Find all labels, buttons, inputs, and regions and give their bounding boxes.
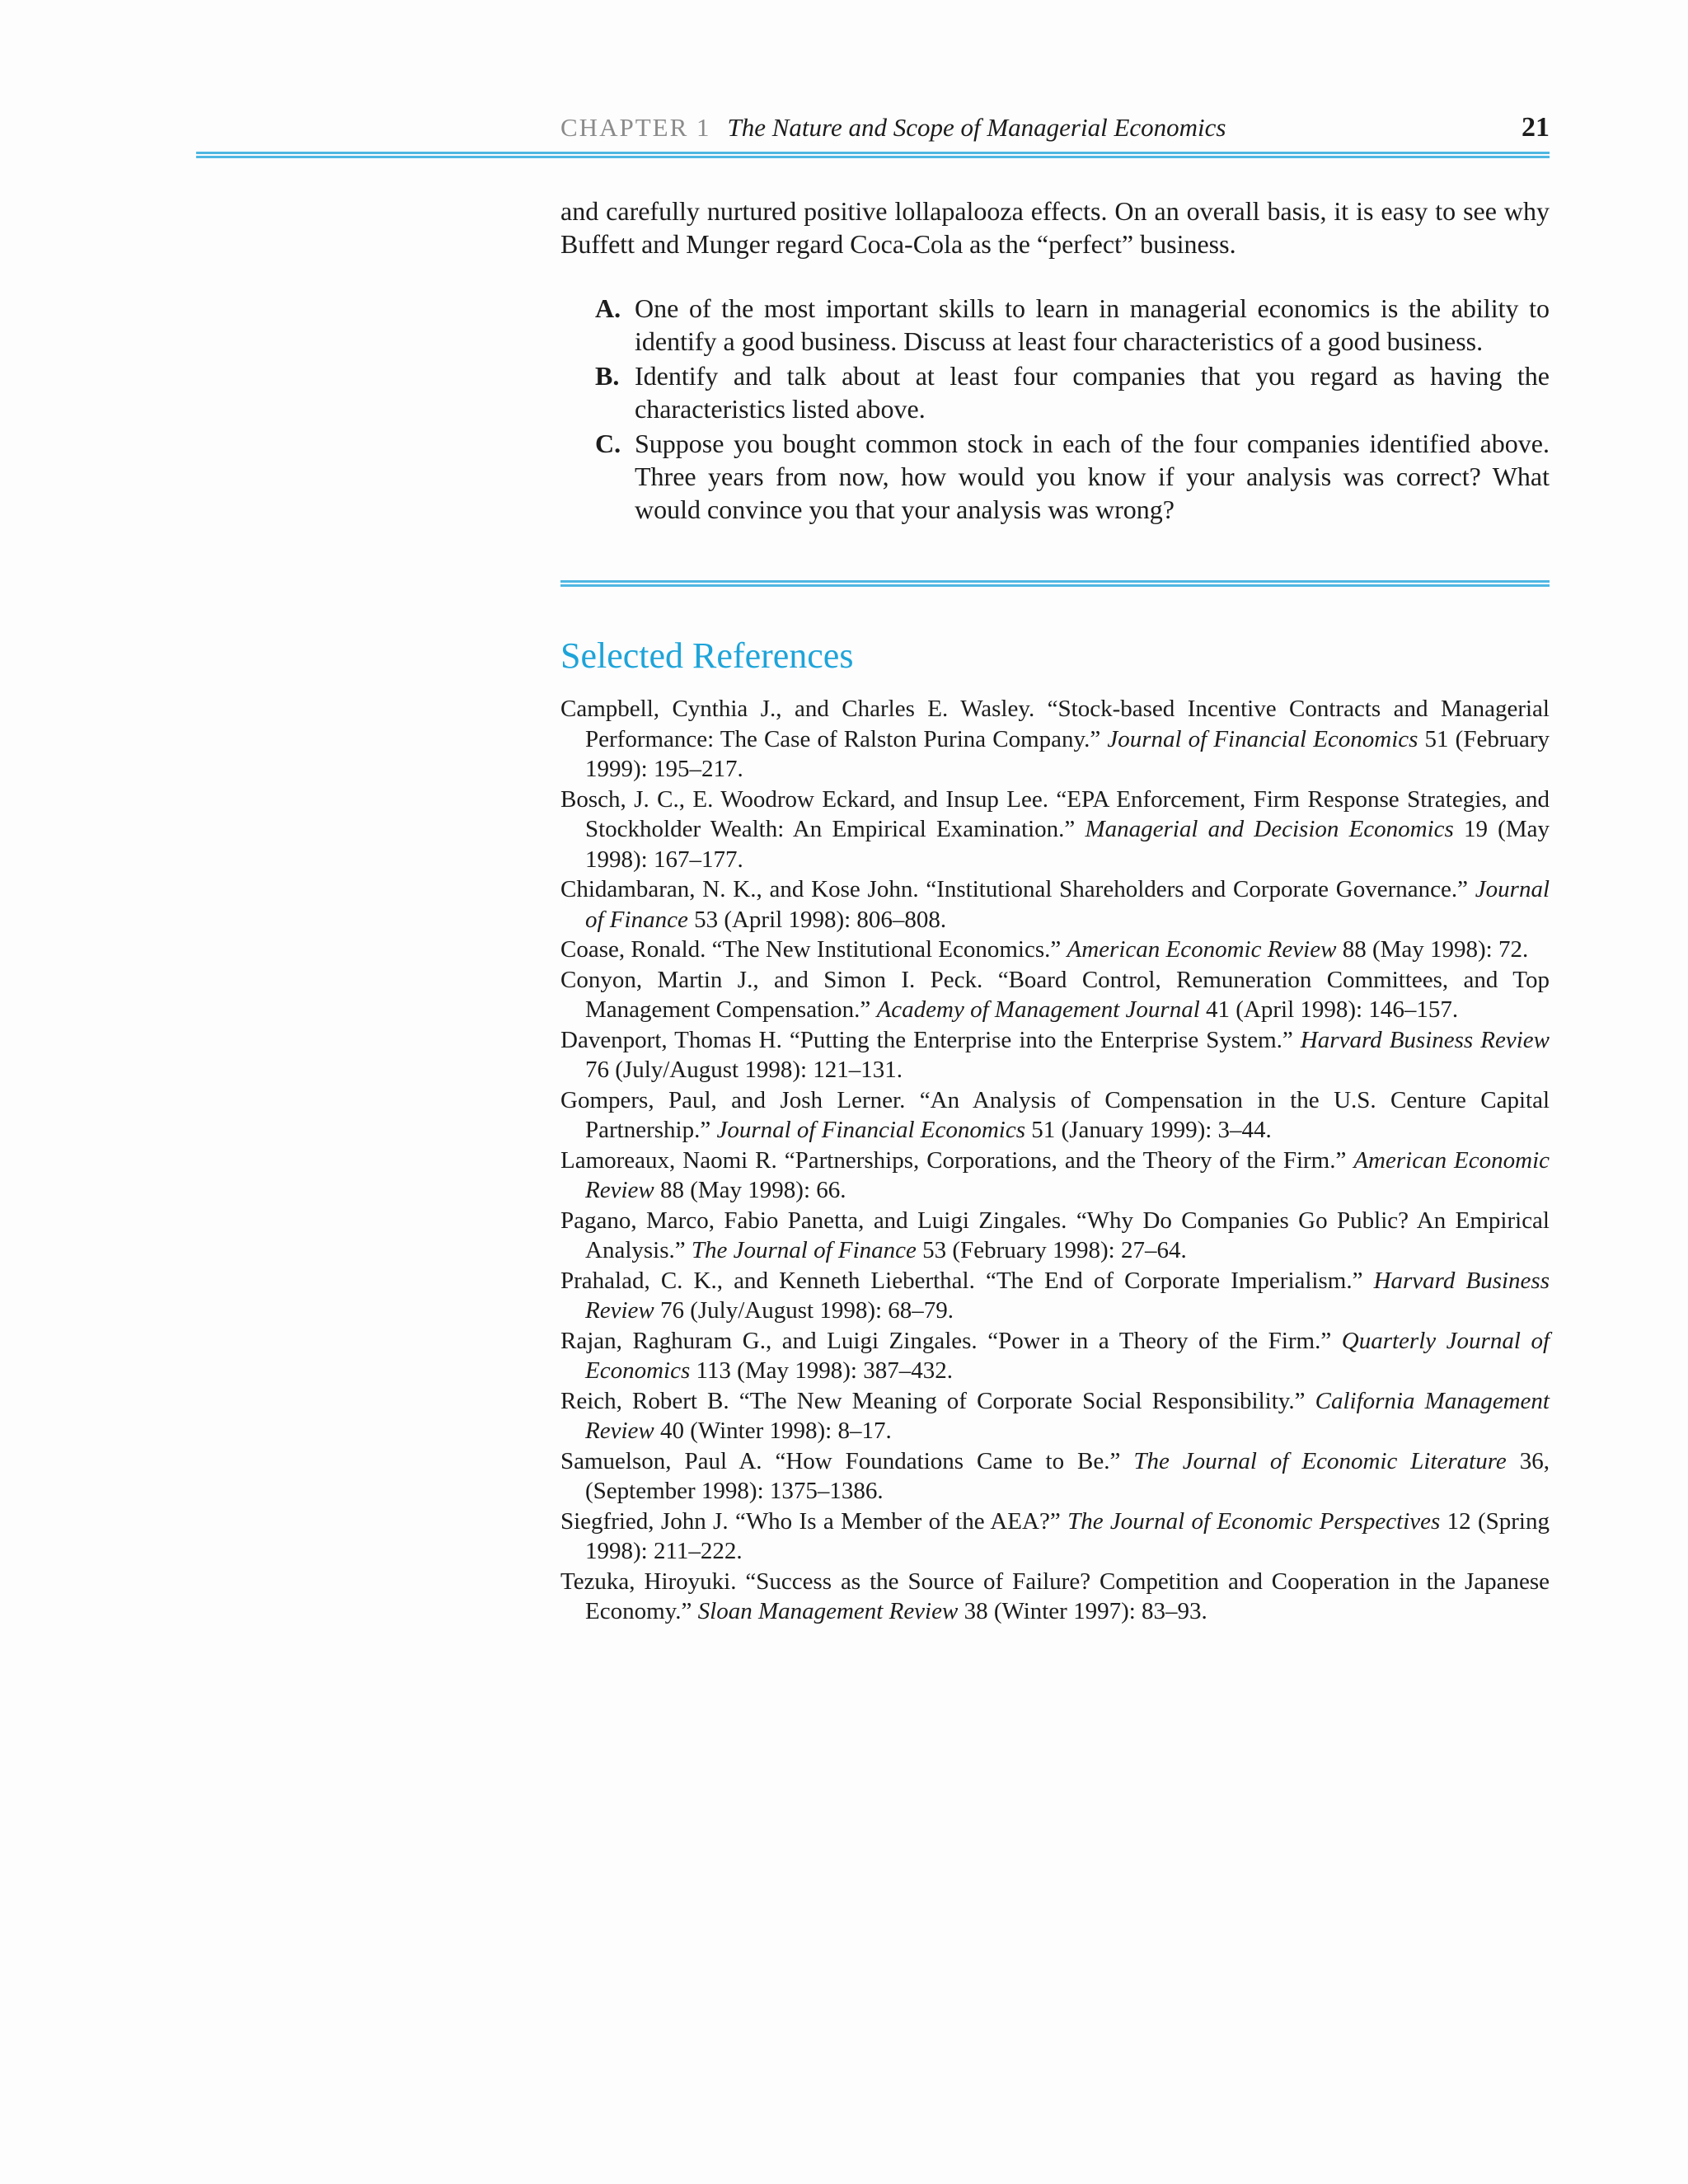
reference-journal: Academy of Management Journal [876,996,1200,1023]
reference-item [560,694,1550,785]
reference-details: 88 (May 1998): 66. [654,1177,846,1203]
reference-item [560,1507,1550,1567]
reference-journal: The Journal of Finance [691,1237,917,1263]
reference-details: 40 (Winter 1998): 8–17. [654,1418,892,1444]
reference-item [560,874,1550,935]
reference-citation: Reich, Robert B. “The New Meaning of Corporate Social Responsibility.” [560,1387,1315,1414]
reference-details: 76 (July/August 1998): 121–131. [585,1057,903,1083]
question-item [595,292,1550,358]
reference-item [560,965,1550,1025]
reference-details: 53 (February 1998): 27–64. [916,1237,1187,1263]
question-text: Identify and talk about at least four companies that you regard as having the characteristics listed above. [635,361,1550,424]
reference-journal: Sloan Management Review [697,1598,959,1624]
references-list [560,694,1550,1627]
reference-journal: Harvard Business Review [585,1267,1550,1324]
reference-item [560,1446,1550,1507]
reference-citation: Chidambaran, N. K., and Kose John. “Institutional Shareholders and Corporate Governance.” [560,876,1475,902]
reference-citation: Davenport, Thomas H. “Putting the Enterprise into the Enterprise System.” [560,1026,1301,1053]
question-letter: C. [595,429,621,458]
reference-item [560,1206,1550,1266]
reference-citation: Lamoreaux, Naomi R. “Partnerships, Corporations, and the Theory of the Firm.” [560,1146,1354,1174]
reference-journal: Quarterly Journal of Economics [585,1327,1550,1384]
header-left [560,113,1226,143]
reference-journal: American Economic Review [585,1146,1550,1203]
reference-item [560,1025,1550,1085]
chapter-title: The Nature and Scope of Managerial Economics [727,113,1226,142]
reference-details: 88 (May 1998): 72. [1336,936,1529,963]
reference-item [560,1386,1550,1446]
reference-citation: Coase, Ronald. “The New Institutional Economics.” [560,936,1067,963]
question-item [595,359,1550,425]
reference-journal: The Journal of Economic Literature [1133,1447,1507,1474]
reference-item [560,785,1550,875]
reference-details: 53 (April 1998): 806–808. [687,906,947,933]
reference-details: 19 (May 1998): 167–177. [585,816,1550,873]
references-heading: Selected References [560,635,854,676]
question-letter: B. [595,361,620,391]
case-questions [595,292,1550,527]
reference-item [560,935,1550,965]
reference-item [560,1567,1550,1627]
reference-details: 36, (September 1998): 1375–1386. [585,1447,1550,1504]
reference-journal: Journal of Financial Economics [1107,725,1418,752]
reference-details: 51 (January 1999): 3–44. [1025,1117,1272,1143]
reference-journal: Harvard Business Review [1300,1026,1550,1053]
reference-citation: Tezuka, Hiroyuki. “Success as the Source of Failure? Competition and Cooperation in the Japanese Economy.” [560,1568,1550,1624]
page-number: 21 [1522,112,1550,143]
reference-details: 12 (Spring 1998): 211–222. [585,1507,1550,1564]
reference-citation: Bosch, J. C., E. Woodrow Eckard, and Insup Lee. “EPA Enforcement, Firm Response Strategies, and Stockholder Wealth: An Empirical Examination.” [560,785,1550,842]
reference-details: 41 (April 1998): 146–157. [1199,996,1459,1023]
question-text: One of the most important skills to learn in managerial economics is the ability to identify a good business. Discuss at least four characteristics of a good business. [635,293,1550,356]
running-header [560,112,1550,143]
case-end-rule [560,580,1550,587]
reference-details: 38 (Winter 1997): 83–93. [958,1598,1207,1624]
question-letter: A. [595,293,621,323]
reference-citation: Conyon, Martin J., and Simon I. Peck. “Board Control, Remuneration Committees, and Top Management Compensation.” [560,966,1550,1023]
reference-journal: American Economic Review [1067,936,1337,963]
reference-journal: Journal of Financial Economics [716,1117,1025,1143]
reference-details: 51 (February 1999): 195–217. [585,725,1550,782]
intro-paragraph: and carefully nurtured positive lollapalooza effects. On an overall basis, it is easy to see why Buffett and Munger regard Coca-Cola as the “perfect” business. [560,196,1550,259]
reference-citation: Samuelson, Paul A. “How Foundations Came to Be.” [560,1447,1134,1474]
reference-journal: The Journal of Economic Perspectives [1067,1507,1441,1535]
reference-citation: Siegfried, John J. “Who Is a Member of the AEA?” [560,1507,1068,1535]
reference-journal: California Management Review [585,1387,1550,1444]
reference-journal: Journal of Finance [585,876,1550,933]
reference-item [560,1146,1550,1206]
question-item [595,427,1550,526]
reference-citation: Campbell, Cynthia J., and Charles E. Wasley. “Stock-based Incentive Contracts and Managerial Performance: The Case of Ralston Purina Company.” [560,696,1550,752]
reference-citation: Gompers, Paul, and Josh Lerner. “An Analysis of Compensation in the U.S. Centure Capital Partnership.” [560,1086,1550,1143]
chapter-label: CHAPTER 1 [560,113,711,142]
question-text: Suppose you bought common stock in each of the four companies identified above. Three years from now, how would you know if your analysis was correct? What would convince you that your analysis was wrong? [635,429,1550,524]
reference-citation: Prahalad, C. K., and Kenneth Lieberthal. “The End of Corporate Imperialism.” [560,1267,1374,1294]
reference-citation: Rajan, Raghuram G., and Luigi Zingales. “Power in a Theory of the Firm.” [560,1327,1342,1354]
header-rule [196,152,1550,158]
reference-citation: Pagano, Marco, Fabio Panetta, and Luigi Zingales. “Why Do Companies Go Public? An Empirical Analysis.” [560,1207,1550,1263]
reference-item [560,1326,1550,1386]
reference-journal: Managerial and Decision Economics [1085,816,1454,842]
reference-details: 76 (July/August 1998): 68–79. [654,1297,954,1324]
reference-item [560,1266,1550,1326]
reference-item [560,1085,1550,1146]
reference-details: 113 (May 1998): 387–432. [690,1357,953,1384]
